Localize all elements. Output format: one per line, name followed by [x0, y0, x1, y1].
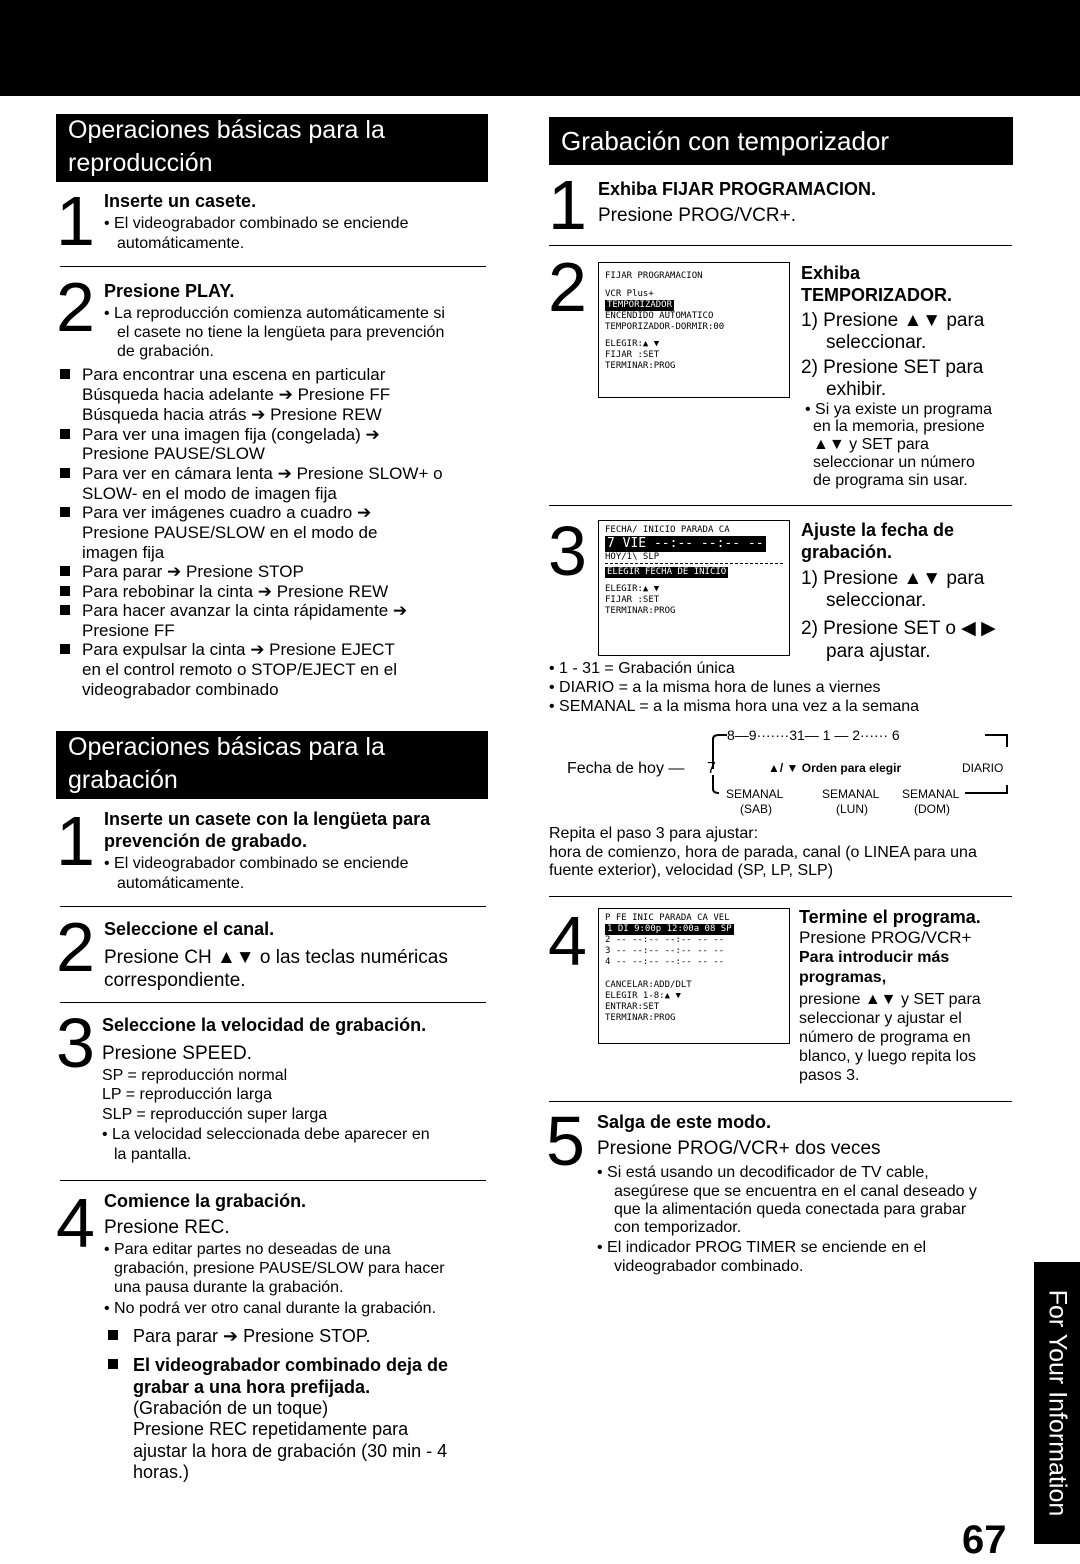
- screen-line: ELEGIR:▲ ▼: [605, 339, 660, 349]
- step-number: 2: [56, 908, 95, 986]
- screen-line: TERMINAR:PROG: [605, 606, 676, 616]
- semanal-sab: SEMANAL: [726, 787, 784, 801]
- step-title: Exhiba: [801, 263, 861, 283]
- instruction: 1) Presione ▲▼ para: [801, 568, 985, 589]
- note: Para rebobinar la cinta ➔ Presione REW: [82, 582, 389, 601]
- screen-line: FIJAR :SET: [605, 350, 660, 360]
- screen-line: FIJAR :SET: [605, 595, 660, 605]
- section-header-grabacion: [56, 731, 488, 799]
- screen-line: ELEGIR:▲ ▼: [605, 584, 660, 594]
- bullet-square: [60, 644, 70, 654]
- divider: [60, 1180, 486, 1181]
- screen-line: P FE INIC PARADA CA VEL: [605, 913, 730, 923]
- step-text: Presione CH ▲▼ o las teclas numéricas: [104, 947, 448, 968]
- note: ajustar la hora de grabación (30 min - 4: [133, 1441, 448, 1461]
- step-bullet-cont: automáticamente.: [117, 235, 245, 252]
- page-number: 67: [962, 1518, 1007, 1562]
- option-note: • SEMANAL = a la misma hora una vez a la semana: [549, 698, 920, 715]
- note: (Grabación de un toque): [133, 1398, 329, 1418]
- step-bullet: • El videograbador combinado se enciende: [104, 215, 409, 232]
- speed-sp: SP = reproducción normal: [102, 1067, 288, 1084]
- note: videograbador combinado: [82, 680, 279, 699]
- screen-highlight: ELEGIR FECHA DE INICIO: [607, 567, 727, 577]
- step-text: Presione PROG/VCR+ dos veces: [597, 1138, 881, 1159]
- divider: [549, 1101, 1012, 1102]
- option-note: • DIARIO = a la misma hora de lunes a viernes: [549, 679, 881, 696]
- step-bullet: • La velocidad seleccionada debe aparecer en: [102, 1126, 430, 1143]
- step-number: 1: [56, 182, 95, 260]
- note: Para parar ➔ Presione STOP: [82, 562, 304, 581]
- side-tab-for-your-information: [1034, 1262, 1080, 1544]
- section-header-reproduccion: [56, 114, 488, 182]
- step-text: presione ▲▼ y SET para: [799, 991, 981, 1008]
- note: Para encontrar una escena en particular: [82, 365, 386, 384]
- step-text: seleccionar y ajustar el: [799, 1010, 962, 1027]
- step-bullet: • El indicador PROG TIMER se enciende en el: [597, 1239, 927, 1256]
- instruction-cont: seleccionar.: [826, 590, 927, 611]
- step-text: número de programa en: [799, 1029, 971, 1046]
- semanal-dom: SEMANAL: [902, 787, 960, 801]
- repeat-note-cont: fuente exterior), velocidad (SP, LP, SLP): [549, 862, 834, 879]
- step-title: Salga de este modo.: [597, 1112, 772, 1132]
- note-cont: ▲▼ y SET para: [813, 436, 929, 453]
- screen-line-highlight: [605, 536, 783, 552]
- bullet-square: [60, 429, 70, 439]
- step-title: Inserte un casete.: [104, 191, 257, 211]
- step-title: Exhiba FIJAR PROGRAMACION.: [598, 179, 877, 199]
- step-bullet-cont: videograbador combinado.: [614, 1258, 804, 1275]
- speed-slp: SLP = reproducción super larga: [102, 1106, 328, 1123]
- step-bullet: • No podrá ver otro canal durante la grabación.: [104, 1300, 437, 1317]
- note: Para ver en cámara lenta ➔ Presione SLOW+ o: [82, 464, 443, 483]
- header-line-1: Operaciones básicas para la: [68, 116, 385, 144]
- screen-line: FECHA/ INICIO PARADA CA: [605, 525, 730, 535]
- screen-line: TEMPORIZADOR-DORMIR:00: [605, 322, 725, 332]
- bullet-square: [60, 586, 70, 596]
- note-bold: grabar a una hora prefijada.: [133, 1377, 371, 1397]
- note-cont: en la memoria, presione: [813, 418, 985, 435]
- bullet-square: [60, 605, 70, 615]
- semanal-lun: SEMANAL: [822, 787, 880, 801]
- day-lun: (LUN): [836, 802, 868, 816]
- note: horas.): [133, 1462, 190, 1482]
- note: Presione REC repetidamente para: [133, 1419, 409, 1439]
- header-line-2: reproducción: [68, 149, 213, 177]
- screen-line: 3 -- --:-- --:-- -- --: [605, 946, 725, 956]
- repeat-note: Repita el paso 3 para ajustar:: [549, 825, 759, 842]
- section-header-temporizador: [549, 117, 1013, 165]
- instruction: 2) Presione SET o ◀ ▶: [801, 618, 996, 639]
- step-title-cont: grabación.: [801, 542, 893, 562]
- screen-line: ENCENDIDO AUTOMATICO: [605, 311, 714, 321]
- header-title: Grabación con temporizador: [561, 126, 890, 156]
- step-number: 4: [548, 902, 587, 980]
- header-line-1: Operaciones básicas para la: [68, 733, 385, 761]
- step-text: Presione PROG/VCR+.: [598, 205, 796, 226]
- note: Para ver imágenes cuadro a cuadro ➔: [82, 503, 372, 522]
- note-cont: seleccionar un número: [813, 454, 975, 471]
- screen-line: ENTRAR:SET: [605, 1002, 660, 1012]
- diario-label: DIARIO: [962, 761, 1004, 775]
- step-bullet-cont: el casete no tiene la lengüeta para prevención: [117, 324, 445, 341]
- step-bullet-cont: de grabación.: [117, 343, 214, 360]
- note: • Si ya existe un programa: [805, 401, 993, 418]
- screen-line: CANCELAR:ADD/DLT: [605, 980, 692, 990]
- divider: [549, 896, 1012, 897]
- option-note: • 1 - 31 = Grabación única: [549, 660, 735, 677]
- step-title: Ajuste la fecha de: [801, 520, 955, 540]
- step-bullet-cont: una pausa durante la grabación.: [114, 1279, 344, 1296]
- bullet-square: [60, 507, 70, 517]
- screen-line: FIJAR PROGRAMACION: [605, 271, 703, 281]
- instruction-cont: seleccionar.: [826, 332, 927, 353]
- instruction: 1) Presione ▲▼ para: [801, 310, 985, 331]
- step-title: Inserte un casete con la lengüeta para: [104, 809, 431, 829]
- screen-highlight: 1 DI 9:00p 12:00a 08 SP: [607, 924, 732, 934]
- screen-line: 2 -- --:-- --:-- -- --: [605, 935, 725, 945]
- step-number: 2: [56, 268, 95, 346]
- note: Presione FF: [82, 621, 175, 640]
- bullet-square: [108, 1330, 118, 1340]
- divider: [60, 1002, 486, 1003]
- step-number: 4: [56, 1184, 95, 1262]
- note: en el control remoto o STOP/EJECT en el: [82, 660, 397, 679]
- step-text: Presione SPEED.: [102, 1043, 252, 1064]
- screen-line-highlight: [605, 567, 783, 578]
- step-number: 5: [546, 1102, 585, 1180]
- step-text: Presione REC.: [104, 1217, 230, 1238]
- bullet-square: [108, 1359, 118, 1369]
- step-number: 3: [548, 512, 587, 590]
- screen-line-highlight: [605, 300, 783, 311]
- bullet-square: [60, 369, 70, 379]
- note: imagen fija: [82, 543, 165, 562]
- step-title: Presione PLAY.: [104, 281, 235, 301]
- screen-line: TERMINAR:PROG: [605, 361, 676, 371]
- step-bullet-cont: la pantalla.: [114, 1146, 192, 1163]
- step-title: Seleccione la velocidad de grabación.: [102, 1015, 427, 1035]
- note: Para ver una imagen fija (congelada) ➔: [82, 425, 380, 444]
- step-text: pasos 3.: [799, 1067, 860, 1084]
- step-bullet-cont: grabación, presione PAUSE/SLOW para hacer: [114, 1260, 445, 1277]
- screen-line: ELEGIR 1-8:▲ ▼: [605, 991, 681, 1001]
- screen-line: TERMINAR:PROG: [605, 1013, 676, 1023]
- speed-lp: LP = reproducción larga: [102, 1086, 273, 1103]
- tv-screen-fecha: [598, 520, 790, 656]
- step-title-cont: TEMPORIZADOR.: [801, 285, 952, 305]
- step-text: correspondiente.: [104, 970, 246, 991]
- screen-line-highlight: [605, 924, 783, 935]
- note: Presione PAUSE/SLOW en el modo de: [82, 523, 378, 542]
- step-bullet: • La reproducción comienza automáticamente si: [104, 305, 445, 322]
- step-bullet: • Si está usando un decodificador de TV cable,: [597, 1164, 929, 1181]
- instruction-cont: exhibir.: [826, 379, 887, 400]
- subhead: Para introducir más: [799, 949, 950, 966]
- bullet-square: [60, 566, 70, 576]
- divider: [549, 505, 1012, 506]
- subhead: programas,: [799, 969, 887, 986]
- step-bullet-cont: con temporizador.: [614, 1219, 742, 1236]
- step-title-cont: prevención de grabado.: [104, 831, 308, 851]
- bullet-square: [60, 468, 70, 478]
- screen-line: VCR Plus+: [605, 289, 654, 299]
- step-bullet-cont: que la alimentación queda conectada para grabar: [614, 1201, 967, 1218]
- instruction: 2) Presione SET para: [801, 357, 984, 378]
- tv-screen-fijar-programacion: [598, 262, 790, 398]
- screen-highlight: 7 VIE --:-- --:-- --: [607, 536, 764, 551]
- order-label: ▲/ ▼ Orden para elegir: [768, 761, 902, 775]
- date-sequence: 8—9·······31— 1 — 2······ 6: [727, 727, 900, 743]
- step-bullet-cont: asegúrese que se encuentra en el canal deseado y: [614, 1183, 977, 1200]
- note: Para parar ➔ Presione STOP.: [133, 1326, 371, 1346]
- step-number: 1: [56, 802, 95, 880]
- day-dom: (DOM): [914, 802, 950, 816]
- top-black-band: [0, 0, 1080, 96]
- step-bullet-cont: automáticamente.: [117, 875, 245, 892]
- divider: [549, 245, 1012, 246]
- step-title: Seleccione el canal.: [104, 919, 275, 939]
- step-title: Termine el programa.: [799, 907, 981, 927]
- header-line-2: grabación: [68, 766, 178, 794]
- note: SLOW- en el modo de imagen fija: [82, 484, 337, 503]
- today-value: 7: [707, 760, 716, 777]
- step-title: Comience la grabación.: [104, 1191, 307, 1211]
- instruction-cont: para ajustar.: [826, 641, 931, 662]
- day-sab: (SAB): [740, 802, 773, 816]
- note-bold: El videograbador combinado deja de: [133, 1355, 449, 1375]
- divider: [60, 906, 486, 907]
- tv-screen-programas: [598, 908, 790, 1044]
- note: Búsqueda hacia adelante ➔ Presione FF: [82, 385, 391, 404]
- screen-line: 4 -- --:-- --:-- -- --: [605, 957, 725, 967]
- step-bullet: • El videograbador combinado se enciende: [104, 855, 409, 872]
- step-bullet: • Para editar partes no deseadas de una: [104, 1241, 391, 1258]
- repeat-note-cont: hora de comienzo, hora de parada, canal (o LINEA para una: [549, 844, 977, 861]
- note: Presione PAUSE/SLOW: [82, 444, 265, 463]
- step-number: 3: [56, 1004, 95, 1082]
- step-text: Presione PROG/VCR+: [799, 928, 972, 947]
- divider: [60, 266, 486, 267]
- side-tab-label: For Your Information: [1043, 1289, 1072, 1517]
- screen-line: HOY/1\ SLP: [605, 552, 783, 564]
- note: Para expulsar la cinta ➔ Presione EJECT: [82, 640, 395, 659]
- note: Búsqueda hacia atrás ➔ Presione REW: [82, 405, 382, 424]
- note: Para hacer avanzar la cinta rápidamente ➔: [82, 601, 408, 620]
- step-number: 1: [548, 166, 587, 244]
- today-label: Fecha de hoy —: [567, 760, 685, 777]
- step-text: blanco, y luego repita los: [799, 1048, 976, 1065]
- step-number: 2: [548, 248, 587, 326]
- note-cont: de programa sin usar.: [813, 472, 968, 489]
- screen-highlight: TEMPORIZADOR: [607, 300, 673, 310]
